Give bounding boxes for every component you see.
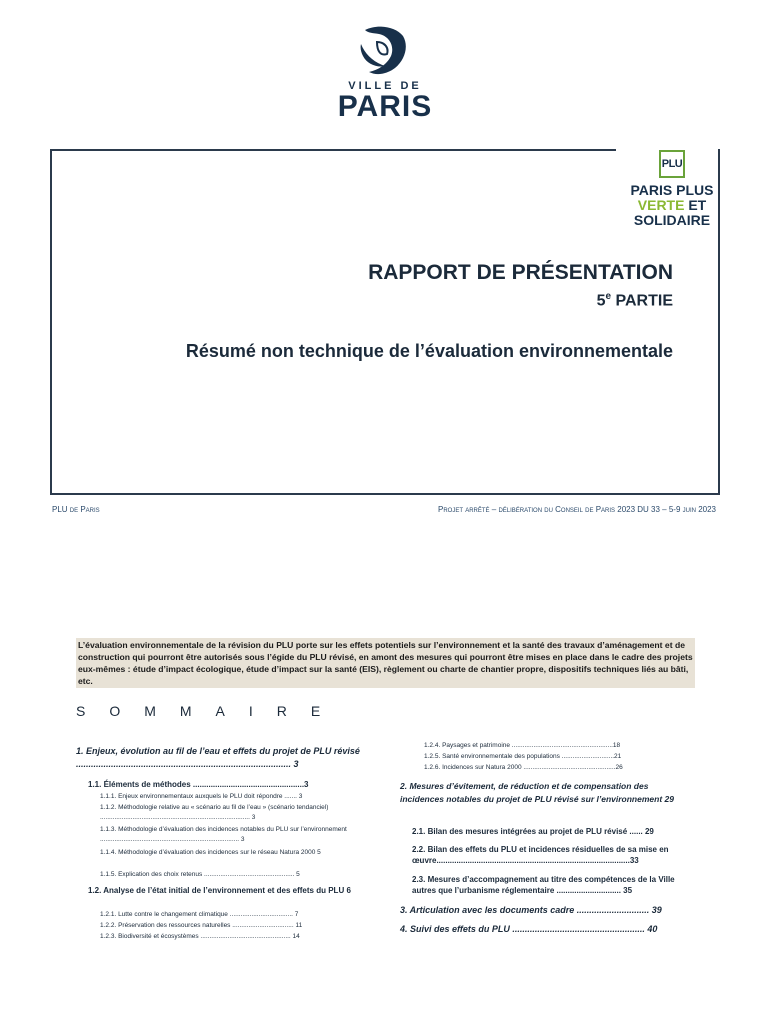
frame-top-line — [50, 149, 616, 151]
toc-item[interactable]: 1. Enjeux, évolution au fil de l’eau et effets du projet de PLU révisé ...................................................................................... 3 — [76, 746, 360, 769]
toc-item[interactable]: 1.2. Analyse de l’état initial de l’environnement et des effets du PLU 6 — [88, 886, 351, 895]
toc-item[interactable]: 4. Suivi des effets du PLU ..................................................... 40 — [400, 924, 658, 934]
report-subtitle: Résumé non technique de l’évaluation environnementale — [185, 341, 673, 361]
intro-paragraph: L’évaluation environnementale de la révision du PLU porte sur les effets potentiels sur l’environnement et la santé des travaux d’aménagement et de construction qui pourront être autorisés sous l’égide du PLU révisé, en amont des mesures qui pourront être mises en place dans le cadre des projets eux-mêmes : étude d’impact écologique, étude d’impact sur la santé (EIS), règlement ou charte de chantier propre, dispositifs techniques liés au bâti, etc. — [76, 638, 695, 688]
badge-verte: VERTE — [637, 197, 685, 213]
toc-item[interactable]: 1.2.4. Paysages et patrimoine ........................................................18 — [424, 742, 621, 749]
toc-item[interactable]: 2.3. Mesures d’accompagnement au titre des compétences de la Ville autres que l’urbanisme réglementaire ............................. 35 — [412, 875, 675, 895]
paris-text: PARIS — [337, 90, 433, 123]
report-part — [597, 291, 673, 310]
sommaire-heading: SOMMAIRE — [76, 703, 345, 719]
plu-badge — [620, 150, 724, 228]
toc-item[interactable]: 1.1. Éléments de méthodes ..................................................3 — [88, 780, 309, 789]
toc-item[interactable]: 1.2.1. Lutte contre le changement climatique ................................... 7 — [100, 911, 299, 918]
toc-item[interactable]: 3. Articulation avec les documents cadre ............................. 39 — [400, 905, 662, 915]
badge-line-1: PARIS PLUS — [630, 182, 714, 198]
badge-line-2 — [620, 198, 724, 213]
plu-icon: PLU — [659, 150, 685, 178]
toc-item[interactable]: 1.1.4. Méthodologie d’évaluation des incidences sur le réseau Natura 2000 5 — [100, 849, 321, 856]
footer-left: PLU de Paris — [52, 505, 100, 514]
badge-line-3: SOLIDAIRE — [633, 212, 711, 228]
footer-right: Projet arrêté – délibération du Conseil de Paris 2023 DU 33 – 5-9 juin 2023 — [438, 505, 716, 514]
toc-item[interactable]: 1.1.1. Enjeux environnementaux auxquels le PLU doit répondre ....... 3 — [100, 793, 303, 800]
ville-de-text: VILLE DE — [348, 80, 422, 92]
badge-et: ET — [684, 197, 707, 213]
toc-item[interactable]: 2.2. Bilan des effets du PLU et incidences résiduelles de sa mise en œuvre.......................................................................................33 — [412, 845, 669, 865]
toc-item[interactable]: 1.1.3. Méthodologie d’évaluation des incidences notables du PLU sur l’environnement ............................................................................. 3 — [100, 826, 347, 843]
toc-item[interactable]: 1.2.6. Incidences sur Natura 2000 ...................................................26 — [424, 764, 623, 771]
toc-item[interactable]: 1.1.5. Explication des choix retenus .................................................. 5 — [100, 871, 300, 878]
part-superscript: e — [605, 291, 612, 302]
ville-de-paris-logo — [330, 22, 440, 126]
report-title: RAPPORT DE PRÉSENTATION — [368, 261, 673, 284]
toc-item[interactable]: 1.2.5. Santé environnementale des populations .............................21 — [424, 753, 622, 760]
toc-item[interactable]: 1.1.2. Méthodologie relative au « scénario au fil de l’eau » (scénario tendanciel) ................................................................................... 3 — [100, 804, 329, 821]
part-number: 5 — [596, 292, 606, 310]
paris-ship-icon — [355, 22, 415, 80]
part-word: PARTIE — [611, 292, 673, 310]
toc-item[interactable]: 2.1. Bilan des mesures intégrées au projet de PLU révisé ...... 29 — [412, 827, 654, 836]
toc-item[interactable]: 1.2.3. Biodiversité et écosystèmes .................................................. 14 — [100, 933, 300, 940]
toc-item[interactable]: 1.2.2. Préservation des ressources naturelles .................................. 11 — [100, 922, 303, 929]
toc-item[interactable]: 2. Mesures d’évitement, de réduction et de compensation des incidences notables du projet de PLU révisé sur l’environnement 29 — [400, 781, 674, 804]
